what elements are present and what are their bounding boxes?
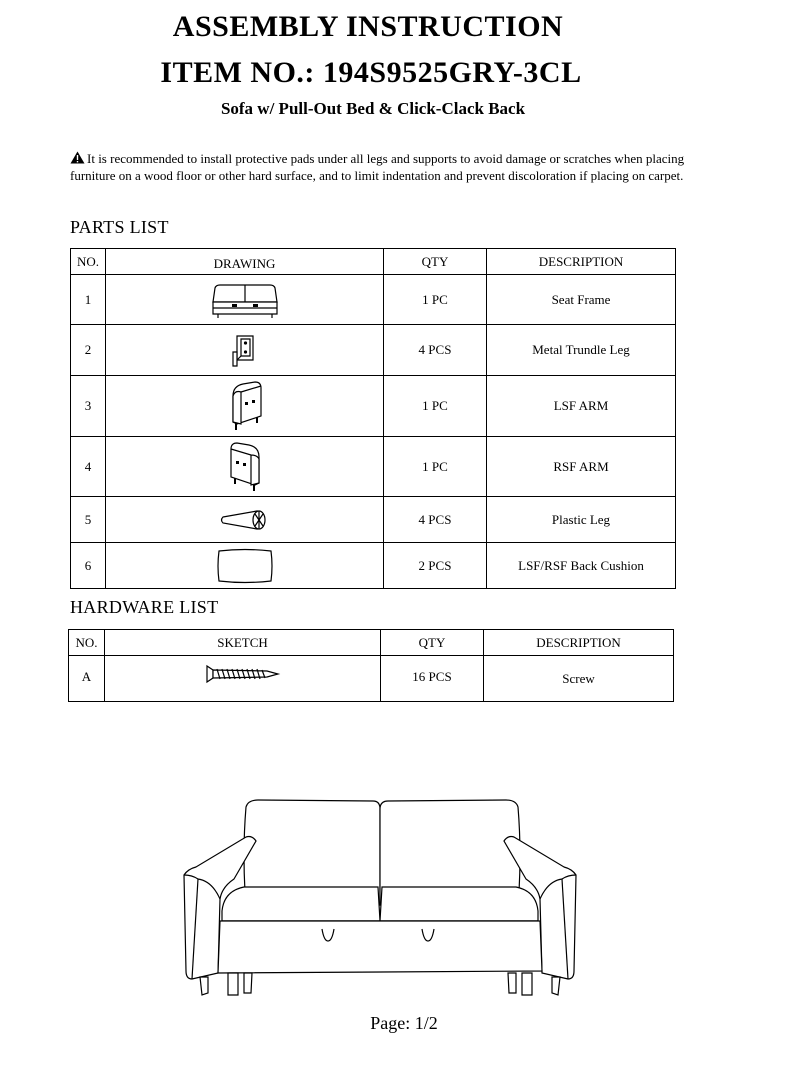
header-drawing: DRAWING (106, 249, 384, 275)
table-header-row (71, 249, 676, 275)
part-qty: 16 PCS (381, 656, 484, 702)
header-description: DESCRIPTION (484, 630, 674, 656)
warning-note (70, 151, 690, 184)
part-no: 2 (71, 325, 106, 376)
table-row (71, 325, 676, 376)
table-row (71, 275, 676, 325)
lsf-arm-drawing (106, 376, 384, 437)
item-number: ITEM NO.: 194S9525GRY-3CL (160, 56, 582, 89)
part-no: 5 (71, 497, 106, 543)
hardware-table (68, 629, 674, 702)
part-qty: 1 PC (384, 275, 487, 325)
assembled-sofa-drawing (178, 795, 582, 1006)
metal-trundle-leg-drawing (106, 325, 384, 376)
warning-text: It is recommended to install protective pads under all legs and supports to avoid damage or scratches when placing furniture on a wood floor or other hard surface, and to limit indentation and prevent discoloration if placing on carpet. (70, 151, 685, 183)
part-qty: 4 PCS (384, 497, 487, 543)
part-qty: 2 PCS (384, 543, 487, 589)
page-number: Page: 1/2 (370, 1013, 438, 1033)
part-description: Metal Trundle Leg (487, 325, 676, 376)
header-qty: QTY (381, 630, 484, 656)
table-header-row (69, 630, 674, 656)
part-no: 4 (71, 437, 106, 497)
screw-drawing (105, 656, 381, 702)
part-qty: 4 PCS (384, 325, 487, 376)
parts-list-title: PARTS LIST (70, 217, 169, 237)
part-description: Seat Frame (487, 275, 676, 325)
header-no: NO. (69, 630, 105, 656)
rsf-arm-drawing (106, 437, 384, 497)
product-subtitle: Sofa w/ Pull-Out Bed & Click-Clack Back (220, 99, 526, 118)
part-no: 3 (71, 376, 106, 437)
header-description: DESCRIPTION (487, 249, 676, 275)
part-no: 1 (71, 275, 106, 325)
part-no: A (69, 656, 105, 702)
back-cushion-drawing (106, 543, 384, 589)
part-description: Screw (484, 656, 674, 702)
table-row (71, 543, 676, 589)
part-description: LSF/RSF Back Cushion (487, 543, 676, 589)
hardware-list-title: HARDWARE LIST (70, 597, 219, 617)
warning-triangle-icon (70, 151, 85, 168)
table-row (71, 437, 676, 497)
part-qty: 1 PC (384, 376, 487, 437)
header-sketch: SKETCH (105, 630, 381, 656)
table-row (71, 376, 676, 437)
seat-frame-drawing (106, 275, 384, 325)
part-qty: 1 PC (384, 437, 487, 497)
table-row (69, 656, 674, 702)
document-title: ASSEMBLY INSTRUCTION (172, 10, 564, 43)
part-description: LSF ARM (487, 376, 676, 437)
plastic-leg-drawing (106, 497, 384, 543)
part-no: 6 (71, 543, 106, 589)
table-row (71, 497, 676, 543)
part-description: Plastic Leg (487, 497, 676, 543)
header-qty: QTY (384, 249, 487, 275)
parts-table (70, 248, 676, 589)
part-description: RSF ARM (487, 437, 676, 497)
header-no: NO. (71, 249, 106, 275)
